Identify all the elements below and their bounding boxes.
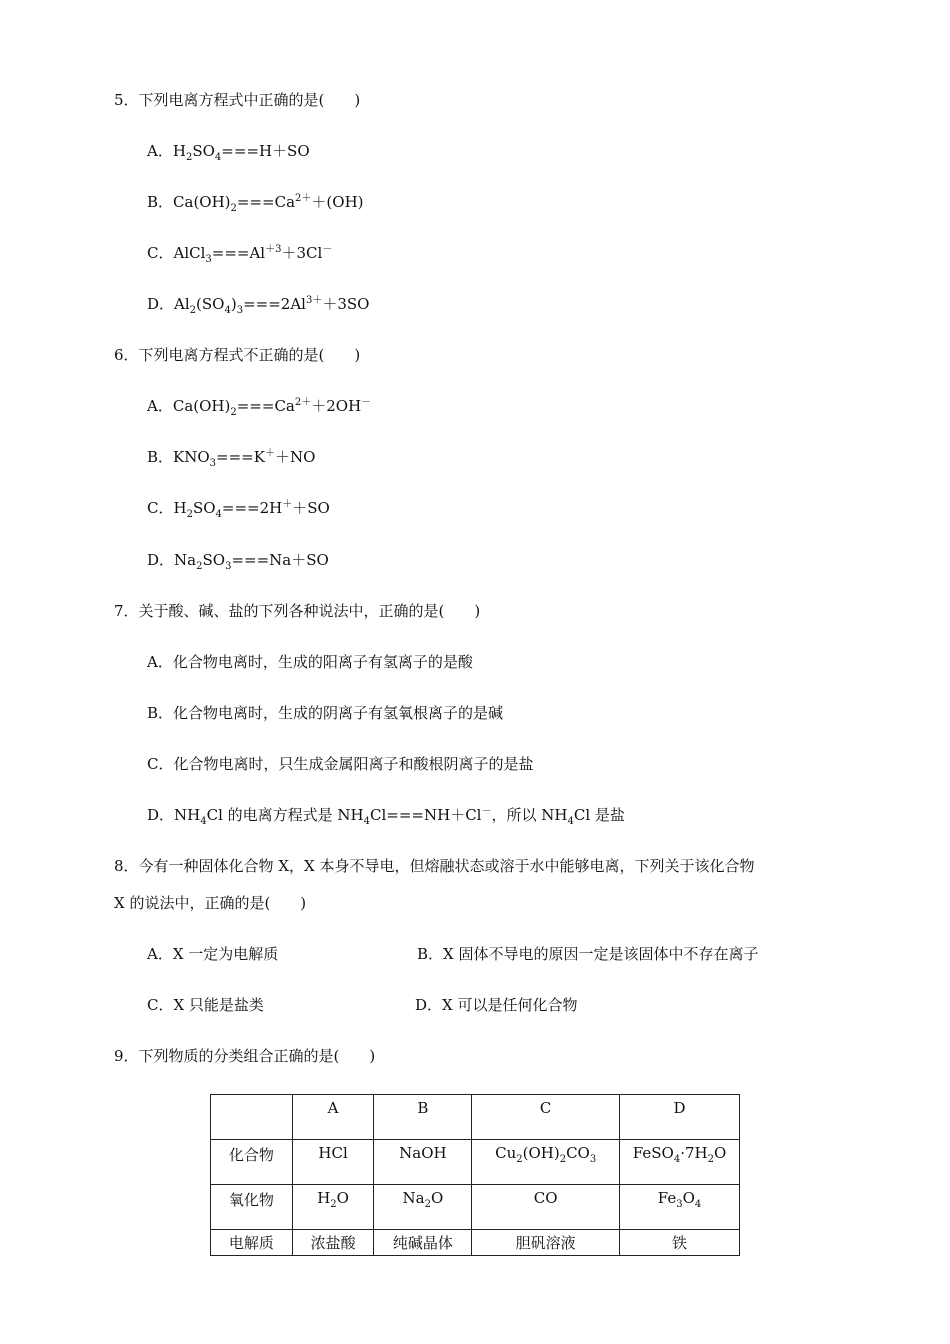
table-header-row xyxy=(211,1095,740,1140)
q9-stem: 9．下列物质的分类组合正确的是( ) xyxy=(114,1047,376,1065)
table-cell: 纯碱晶体 xyxy=(374,1230,472,1256)
table-row-electrolyte xyxy=(211,1230,740,1256)
classification-table xyxy=(210,1094,740,1256)
q7-stem: 7．关于酸、碱、盐的下列各种说法中，正确的是( ) xyxy=(114,602,481,620)
q7-option-b: B．化合物电离时，生成的阴离子有氢氧根离子的是碱 xyxy=(147,704,504,722)
q8-option-d: D．X 可以是任何化合物 xyxy=(415,996,578,1014)
table-header-cell xyxy=(211,1095,293,1140)
table-cell: NaOH xyxy=(374,1140,472,1185)
q6-option-c: C．$H_2SO_4===2H^++SO$ xyxy=(147,499,330,520)
table-row-label: 电解质 xyxy=(211,1230,293,1256)
q5-stem: 5．下列电离方程式中正确的是( ) xyxy=(114,91,361,109)
table-row-label: 氧化物 xyxy=(211,1185,293,1230)
table-cell: $FeSO_4\cdot 7H_2O$ xyxy=(620,1140,740,1185)
table-header-cell: C xyxy=(472,1095,620,1140)
q5-option-d: D．$Al_2(SO_4)_3===2Al^{3+}+3SO$ xyxy=(147,295,370,316)
q8-stem-line2: X 的说法中，正确的是( ) xyxy=(114,894,307,912)
q7-option-c: C．化合物电离时，只生成金属阳离子和酸根阴离子的是盐 xyxy=(147,755,534,773)
q6-option-b: B．$KNO_3===K^++NO$ xyxy=(147,448,316,469)
q7-option-a: A．化合物电离时，生成的阳离子有氢离子的是酸 xyxy=(147,653,473,671)
table-cell: HCl xyxy=(292,1140,374,1185)
q8-option-a: A．X 一定为电解质 xyxy=(147,945,279,963)
q8-stem-line1: 8．今有一种固体化合物 X，X 本身不导电，但熔融状态或溶于水中能够电离，下列关于该化合物 xyxy=(114,857,755,875)
q6-stem: 6．下列电离方程式不正确的是( ) xyxy=(114,346,361,364)
table-row-oxide xyxy=(211,1185,740,1230)
table-cell: $Na_2O$ xyxy=(374,1185,472,1230)
table-header-cell: D xyxy=(620,1095,740,1140)
table-row-label: 化合物 xyxy=(211,1140,293,1185)
table-cell: 浓盐酸 xyxy=(292,1230,374,1256)
q8-option-c: C．X 只能是盐类 xyxy=(147,996,264,1014)
table-cell: $H_2O$ xyxy=(292,1185,374,1230)
table-header-cell: B xyxy=(374,1095,472,1140)
q7-option-d: D．$NH_4Cl$ 的电离方程式是 $NH_4Cl===NH+Cl^-$，所以 $NH_4Cl$ 是盐 xyxy=(147,806,625,827)
q8-option-b: B．X 固体不导电的原因一定是该固体中不存在离子 xyxy=(417,945,759,963)
table-header-cell: A xyxy=(292,1095,374,1140)
q6-option-a: A．$Ca(OH)_2===Ca^{2+}+2OH^-$ xyxy=(147,397,372,418)
table-cell: CO xyxy=(472,1185,620,1230)
q5-option-c: C．$AlCl_3===Al^{+3}+3Cl^-$ xyxy=(147,244,333,265)
q5-option-b: B．$Ca(OH)_2===Ca^{2+}+(OH)$ xyxy=(147,193,364,214)
q6-option-d: D．$Na_2SO_3===Na+SO$ xyxy=(147,551,329,572)
table-cell: 铁 xyxy=(620,1230,740,1256)
table-cell: $Fe_3O_4$ xyxy=(620,1185,740,1230)
q5-option-a: A．$H_2SO_4===H+SO$ xyxy=(147,142,310,163)
table-cell: 胆矾溶液 xyxy=(472,1230,620,1256)
table-cell: $Cu_2(OH)_2CO_3$ xyxy=(472,1140,620,1185)
table-row-compound xyxy=(211,1140,740,1185)
